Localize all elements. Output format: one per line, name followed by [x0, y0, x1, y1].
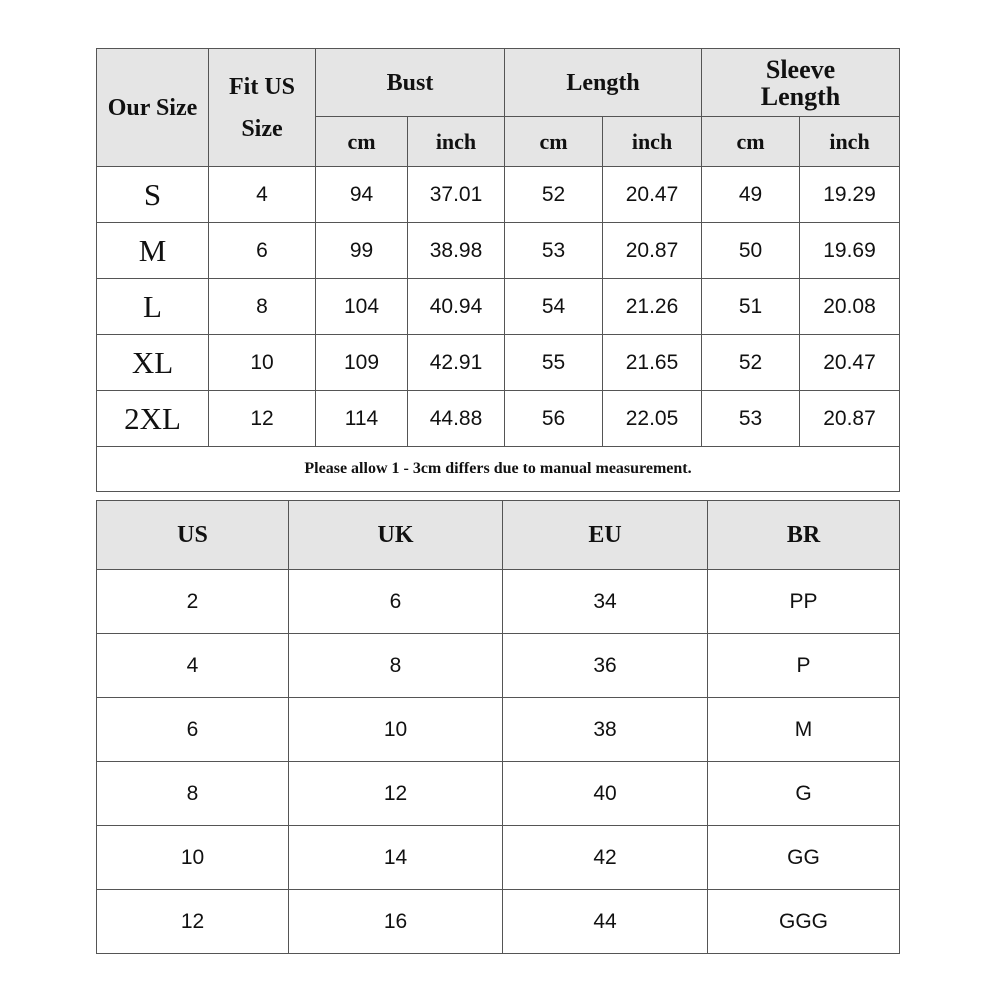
header-uk: UK — [289, 501, 503, 570]
table-row — [97, 279, 900, 335]
eu-value: 44 — [503, 890, 708, 954]
length-cm-value: 55 — [505, 335, 603, 391]
header-bust: Bust — [316, 49, 505, 117]
bust-inch-value: 40.94 — [408, 279, 505, 335]
bust-inch-value: 42.91 — [408, 335, 505, 391]
us-size-value: 4 — [209, 167, 316, 223]
length-inch-value: 21.65 — [603, 335, 702, 391]
table-row — [97, 223, 900, 279]
header-our-size: Our Size — [97, 49, 209, 167]
size-label: 2XL — [97, 391, 209, 447]
eu-value: 38 — [503, 698, 708, 762]
uk-value: 10 — [289, 698, 503, 762]
table-row — [97, 762, 900, 826]
table-row — [97, 167, 900, 223]
eu-value: 34 — [503, 570, 708, 634]
length-inch-value: 21.26 — [603, 279, 702, 335]
uk-value: 16 — [289, 890, 503, 954]
header-sleeve-line2: Length — [760, 81, 841, 111]
eu-value: 36 — [503, 634, 708, 698]
bust-inch-value: 37.01 — [408, 167, 505, 223]
us-size-value: 10 — [209, 335, 316, 391]
table-row — [97, 826, 900, 890]
header-length: Length — [505, 49, 702, 117]
us-size-value: 6 — [209, 223, 316, 279]
length-inch-value: 20.87 — [603, 223, 702, 279]
sleeve-cm-value: 50 — [702, 223, 800, 279]
bust-inch-value: 44.88 — [408, 391, 505, 447]
eu-value: 42 — [503, 826, 708, 890]
sleeve-inch-value: 20.87 — [800, 391, 900, 447]
bust-cm-value: 114 — [316, 391, 408, 447]
header-fit-us-line2: Size — [241, 115, 283, 142]
length-inch-value: 22.05 — [603, 391, 702, 447]
br-value: GGG — [708, 890, 900, 954]
us-size-value: 8 — [209, 279, 316, 335]
header-sleeve-line1: Sleeve — [765, 54, 836, 84]
sleeve-cm-value: 51 — [702, 279, 800, 335]
size-conversion-table — [96, 500, 900, 954]
br-value: P — [708, 634, 900, 698]
table-row — [97, 335, 900, 391]
header-sleeve-inch: inch — [800, 117, 900, 167]
bust-cm-value: 99 — [316, 223, 408, 279]
us-size-value: 12 — [209, 391, 316, 447]
header-fit-us-size — [209, 49, 316, 167]
header-length-inch: inch — [603, 117, 702, 167]
us-value: 6 — [97, 698, 289, 762]
us-value: 10 — [97, 826, 289, 890]
bust-cm-value: 104 — [316, 279, 408, 335]
size-label: S — [97, 167, 209, 223]
length-cm-value: 53 — [505, 223, 603, 279]
table-row — [97, 634, 900, 698]
br-value: G — [708, 762, 900, 826]
sleeve-inch-value: 20.47 — [800, 335, 900, 391]
header-length-cm: cm — [505, 117, 603, 167]
table-row — [97, 570, 900, 634]
us-value: 2 — [97, 570, 289, 634]
measurement-note: Please allow 1 - 3cm differs due to manual measurement. — [97, 447, 900, 492]
size-label: XL — [97, 335, 209, 391]
length-cm-value: 52 — [505, 167, 603, 223]
sleeve-cm-value: 49 — [702, 167, 800, 223]
sleeve-inch-value: 19.69 — [800, 223, 900, 279]
us-value: 4 — [97, 634, 289, 698]
br-value: PP — [708, 570, 900, 634]
us-value: 12 — [97, 890, 289, 954]
header-br: BR — [708, 501, 900, 570]
size-label: M — [97, 223, 209, 279]
br-value: GG — [708, 826, 900, 890]
uk-value: 6 — [289, 570, 503, 634]
header-bust-cm: cm — [316, 117, 408, 167]
sleeve-cm-value: 53 — [702, 391, 800, 447]
length-inch-value: 20.47 — [603, 167, 702, 223]
table-row — [97, 890, 900, 954]
header-eu: EU — [503, 501, 708, 570]
br-value: M — [708, 698, 900, 762]
size-measurement-table — [96, 48, 900, 492]
sleeve-inch-value: 20.08 — [800, 279, 900, 335]
bust-inch-value: 38.98 — [408, 223, 505, 279]
eu-value: 40 — [503, 762, 708, 826]
header-bust-inch: inch — [408, 117, 505, 167]
uk-value: 8 — [289, 634, 503, 698]
us-value: 8 — [97, 762, 289, 826]
bust-cm-value: 94 — [316, 167, 408, 223]
header-sleeve-cm: cm — [702, 117, 800, 167]
header-us: US — [97, 501, 289, 570]
size-label: L — [97, 279, 209, 335]
table-row — [97, 391, 900, 447]
header-sleeve-length — [702, 49, 900, 117]
table-row — [97, 698, 900, 762]
uk-value: 14 — [289, 826, 503, 890]
uk-value: 12 — [289, 762, 503, 826]
length-cm-value: 54 — [505, 279, 603, 335]
sleeve-cm-value: 52 — [702, 335, 800, 391]
bust-cm-value: 109 — [316, 335, 408, 391]
length-cm-value: 56 — [505, 391, 603, 447]
sleeve-inch-value: 19.29 — [800, 167, 900, 223]
header-fit-us-line1: Fit US — [229, 73, 295, 100]
